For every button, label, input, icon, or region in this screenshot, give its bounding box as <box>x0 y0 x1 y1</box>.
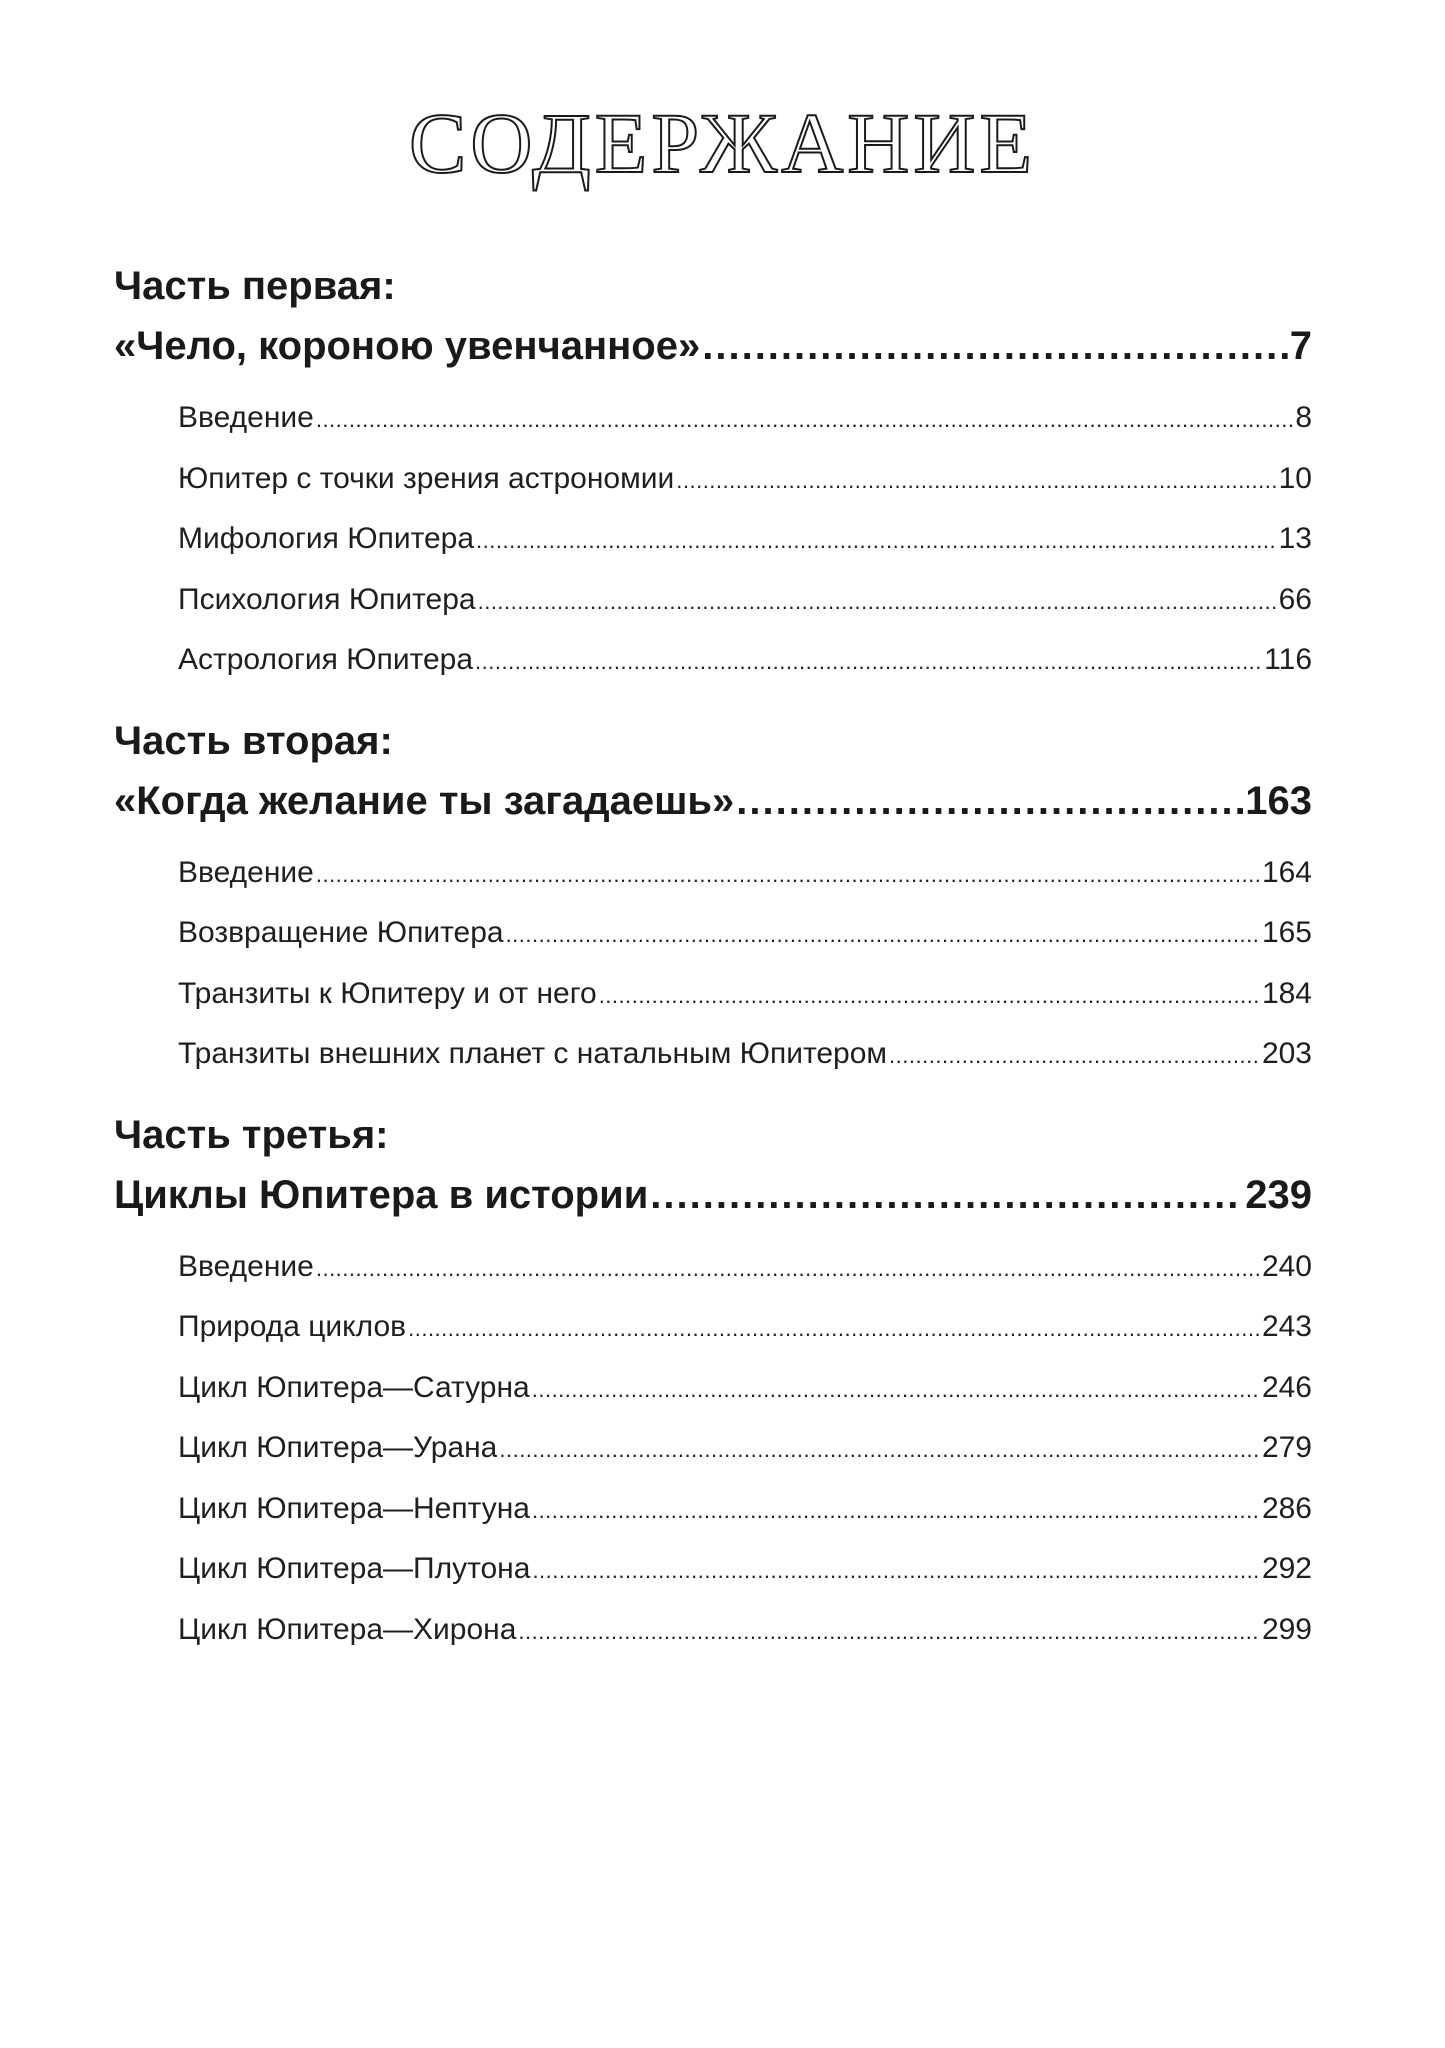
toc-entry[interactable] <box>178 1539 1312 1600</box>
page-number: 8 <box>1295 401 1312 434</box>
entry-title: Цикл Юпитера—Хирона <box>178 1612 517 1646</box>
page-number: 184 <box>1261 976 1312 1010</box>
entry-title: Транзиты к Юпитеру и от него <box>178 976 597 1010</box>
page-number: 299 <box>1261 1612 1312 1646</box>
page-title: СОДЕРЖАНИЕ <box>408 95 1037 191</box>
dot-leader <box>532 1539 1260 1602</box>
toc-part-1 <box>114 258 1312 691</box>
table-of-contents <box>114 258 1312 1660</box>
dot-leader <box>408 1297 1260 1360</box>
toc-entry[interactable] <box>178 509 1312 570</box>
entry-title: Транзиты внешних планет с натальным Юпитером <box>178 1037 888 1070</box>
page-number: 239 <box>1245 1172 1312 1217</box>
entry-title: Психология Юпитера <box>178 582 476 616</box>
toc-entry[interactable] <box>178 1297 1312 1358</box>
toc-entry[interactable] <box>178 903 1312 964</box>
section-list <box>114 388 1312 691</box>
section-list <box>114 843 1312 1085</box>
dot-leader <box>506 903 1260 966</box>
toc-entry[interactable] <box>178 843 1312 904</box>
toc-entry[interactable] <box>178 1024 1312 1085</box>
toc-entry[interactable] <box>178 964 1312 1025</box>
page-number: 243 <box>1261 1310 1312 1343</box>
part-title-entry[interactable] <box>114 769 1312 833</box>
entry-title: Возвращение Юпитера <box>178 916 504 949</box>
entry-title: Введение <box>178 855 314 889</box>
page-number: 66 <box>1278 582 1312 616</box>
part-title: «Когда желание ты загадаешь» <box>114 778 735 823</box>
section-list <box>114 1237 1312 1661</box>
entry-title: Природа циклов <box>178 1310 407 1343</box>
dot-leader <box>599 964 1260 1027</box>
toc-entry[interactable] <box>178 388 1312 449</box>
dot-leader <box>889 1024 1260 1087</box>
dot-leader <box>532 1358 1260 1421</box>
dot-leader <box>475 630 1262 693</box>
dot-leader <box>499 1418 1260 1481</box>
page-number: 279 <box>1261 1431 1312 1464</box>
dot-leader <box>316 388 1293 451</box>
page-number: 246 <box>1261 1370 1312 1404</box>
page-number: 203 <box>1261 1037 1312 1070</box>
dot-leader <box>316 843 1260 906</box>
entry-title: Цикл Юпитера—Урана <box>178 1431 498 1464</box>
part-label: Часть третья: <box>114 1112 389 1157</box>
toc-entry[interactable] <box>178 449 1312 510</box>
entry-title: Юпитер с точки зрения астрономии <box>178 461 675 495</box>
page-number: 164 <box>1261 855 1312 889</box>
dot-leader <box>518 1600 1260 1663</box>
page-number: 10 <box>1278 461 1312 495</box>
dot-leader <box>532 1479 1260 1542</box>
page-number: 116 <box>1264 643 1312 676</box>
entry-title: Мифология Юпитера <box>178 522 475 555</box>
page-number: 286 <box>1261 1491 1312 1525</box>
part-title-entry[interactable] <box>114 314 1312 378</box>
part-title: «Чело, короною увенчанное» <box>114 324 701 368</box>
dot-leader <box>650 1163 1243 1227</box>
part-label: Часть вторая: <box>114 718 393 763</box>
toc-entry[interactable] <box>178 1358 1312 1419</box>
page-number: 165 <box>1261 916 1312 949</box>
entry-title: Введение <box>178 401 314 434</box>
toc-entry[interactable] <box>178 1479 1312 1540</box>
page-number: 240 <box>1261 1249 1312 1283</box>
dot-leader <box>676 449 1276 512</box>
page-number: 292 <box>1261 1552 1312 1585</box>
page-number: 7 <box>1289 324 1312 368</box>
toc-part-2 <box>114 713 1312 1085</box>
part-label: Часть первая: <box>114 264 396 308</box>
toc-entry[interactable] <box>178 630 1312 691</box>
entry-title: Цикл Юпитера—Нептуна <box>178 1491 530 1525</box>
toc-part-3 <box>114 1107 1312 1661</box>
entry-title: Цикл Юпитера—Сатурна <box>178 1370 530 1404</box>
part-title: Циклы Юпитера в истории <box>114 1172 649 1217</box>
page-number: 13 <box>1278 522 1312 555</box>
entry-title: Астрология Юпитера <box>178 643 474 676</box>
dot-leader <box>702 314 1288 378</box>
dot-leader <box>478 570 1277 633</box>
entry-title: Введение <box>178 1249 314 1283</box>
entry-title: Цикл Юпитера—Плутона <box>178 1552 531 1585</box>
dot-leader <box>736 769 1243 833</box>
toc-entry[interactable] <box>178 1237 1312 1298</box>
dot-leader <box>476 509 1277 572</box>
toc-entry[interactable] <box>178 1600 1312 1661</box>
toc-entry[interactable] <box>178 570 1312 631</box>
page-number: 163 <box>1245 778 1312 823</box>
part-title-entry[interactable] <box>114 1163 1312 1227</box>
dot-leader <box>316 1237 1260 1300</box>
toc-entry[interactable] <box>178 1418 1312 1479</box>
